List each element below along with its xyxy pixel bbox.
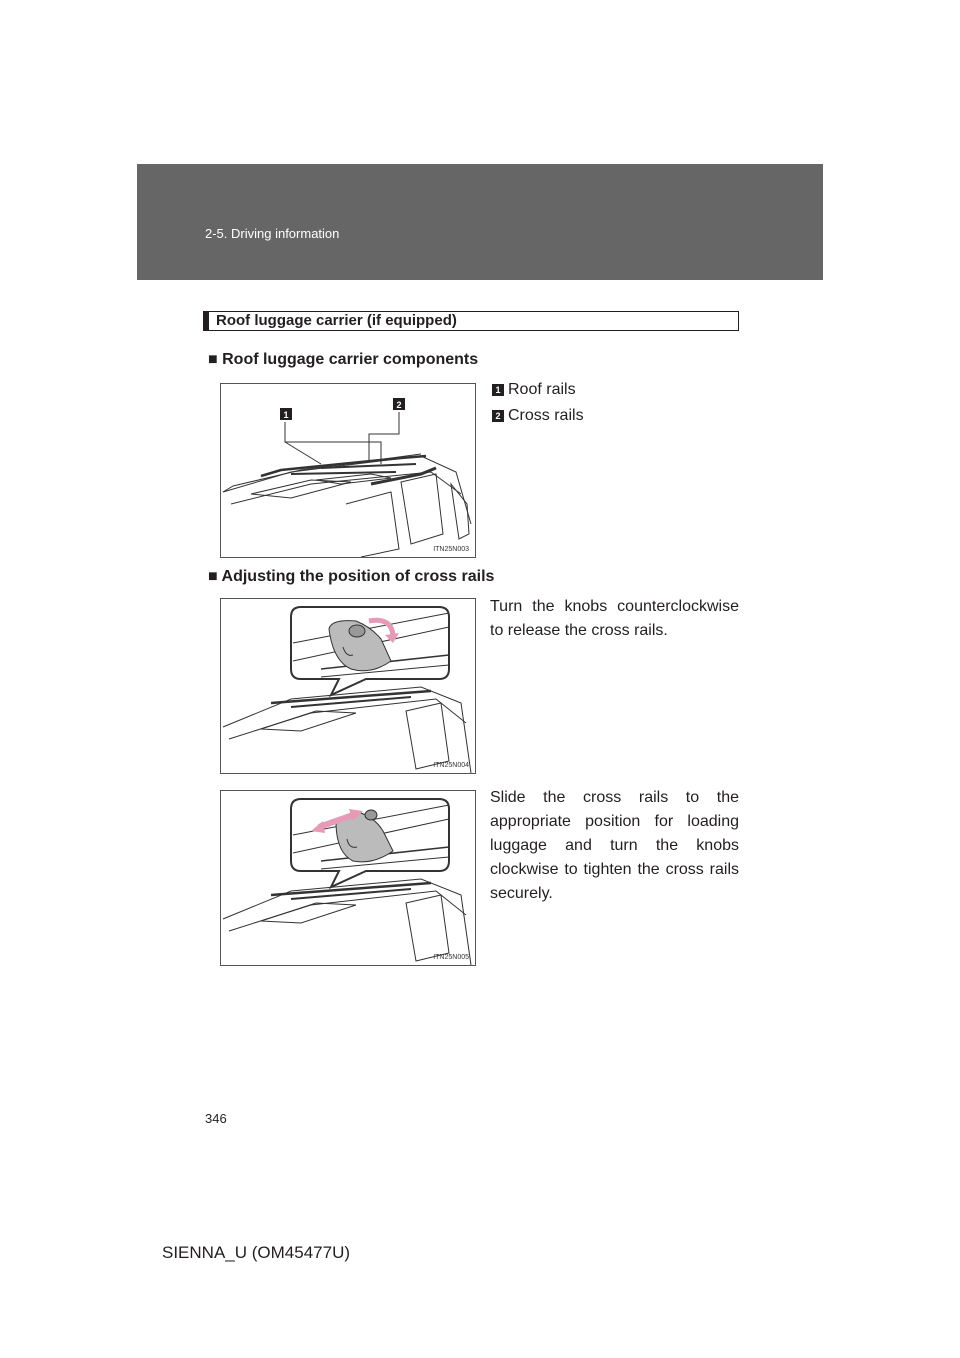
figure-code: ITN25N003 bbox=[433, 546, 469, 553]
adjusting-heading: ■ Adjusting the position of cross rails bbox=[208, 568, 495, 585]
step1-text: Turn the knobs counterclockwise to release the cross rails. bbox=[490, 598, 739, 639]
callout-1-label: 1 bbox=[283, 410, 289, 420]
release-knob-illustration bbox=[221, 599, 475, 773]
legend-label: Roof rails bbox=[508, 381, 576, 398]
figure-release-knobs bbox=[220, 598, 476, 774]
number-badge-2: 2 bbox=[492, 410, 504, 422]
slide-rails-illustration bbox=[221, 791, 475, 965]
components-heading: ■ Roof luggage carrier components bbox=[208, 351, 479, 368]
figure-slide-rails bbox=[220, 790, 476, 966]
figure-roof-carrier-components bbox=[220, 383, 476, 558]
footer-model: SIENNA_U (OM45477U) bbox=[162, 1243, 351, 1262]
legend-item-cross-rails bbox=[492, 407, 584, 425]
legend-item-roof-rails bbox=[492, 381, 576, 399]
step2-text: Slide the cross rails to the appropriate position for loading luggage and turn the knobs clockwise to tighten the cross rails securely. bbox=[490, 789, 739, 902]
header-band bbox=[137, 164, 823, 280]
callout-2-label: 2 bbox=[396, 400, 402, 410]
page-number: 346 bbox=[205, 1111, 227, 1126]
figure-code: ITN25N004 bbox=[433, 762, 469, 769]
number-badge-1: 1 bbox=[492, 384, 504, 396]
legend-label: Cross rails bbox=[508, 407, 584, 424]
section-title: Roof luggage carrier (if equipped) bbox=[203, 311, 739, 331]
roof-carrier-illustration bbox=[221, 384, 475, 557]
slide-arrowhead-left bbox=[311, 821, 325, 833]
figure-code: ITN25N005 bbox=[433, 954, 469, 961]
header-section-label: 2-5. Driving information bbox=[205, 226, 340, 241]
